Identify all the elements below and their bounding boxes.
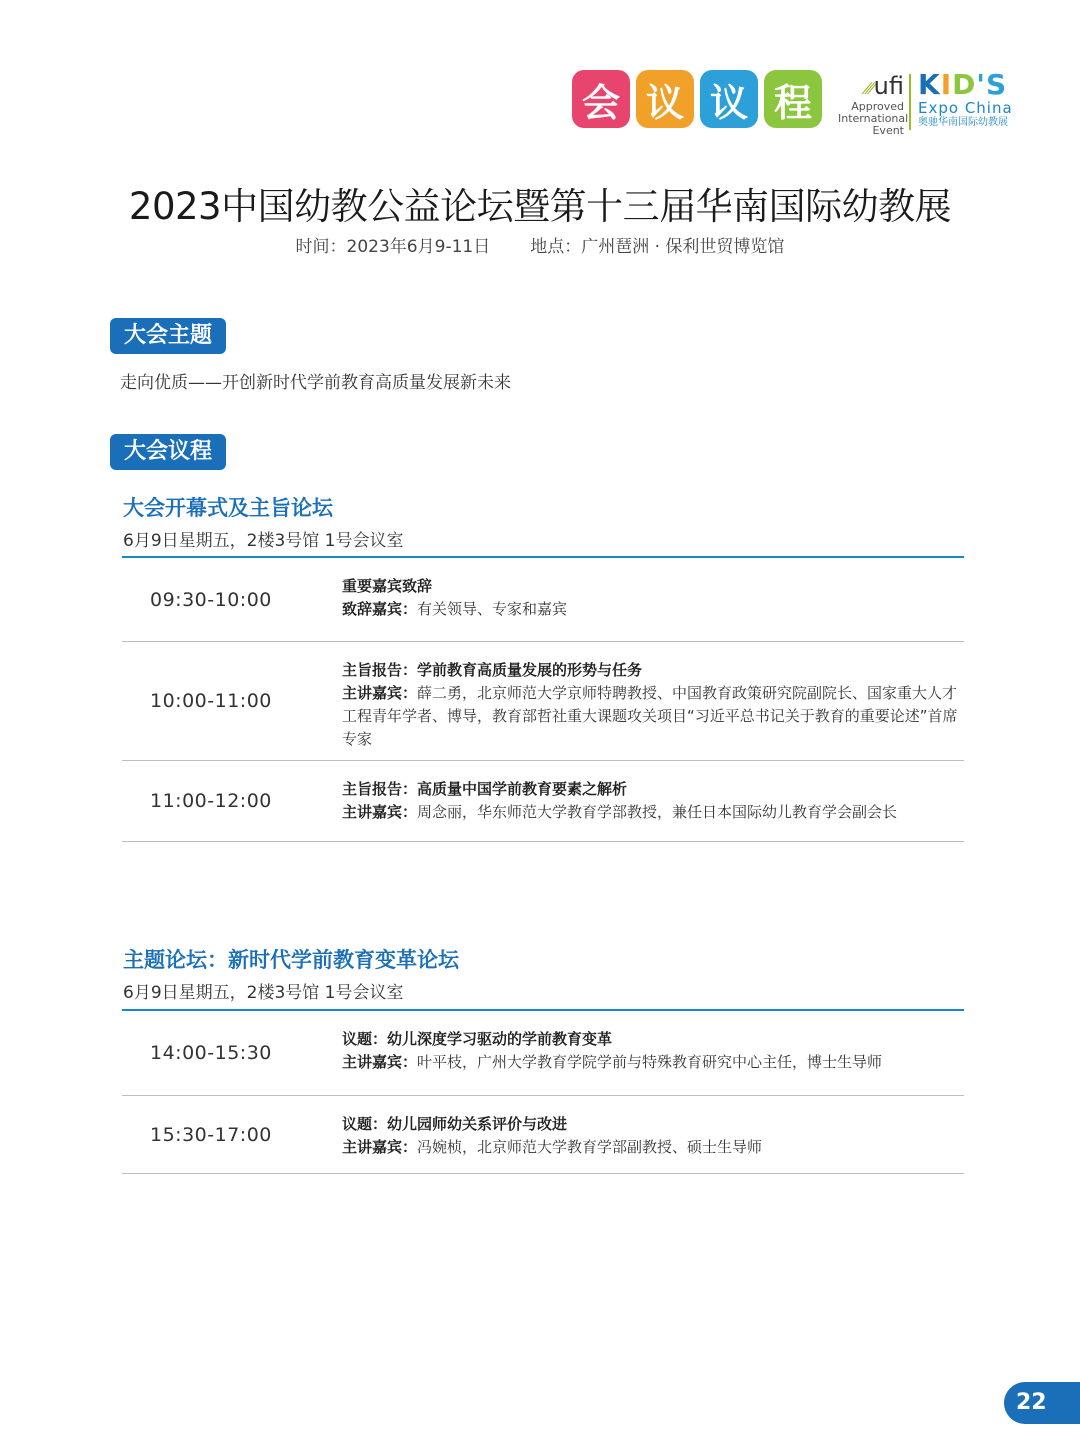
row-topic: 议题：幼儿深度学习驱动的学前教育变革 bbox=[342, 1030, 613, 1048]
row-content bbox=[342, 558, 964, 641]
row-speaker: 主讲嘉宾：薛二勇，北京师范大学京师特聘教授、中国教育政策研究院副院长、国家重大人才工程青年学者、博导，教育部哲社重大课题攻关项目“习近平总书记关于教育的重要论述”首席专家 bbox=[342, 684, 958, 748]
table-row bbox=[122, 761, 964, 842]
ufi-line1: Approved bbox=[851, 100, 904, 113]
event-meta bbox=[0, 232, 1080, 257]
table-row bbox=[122, 1011, 964, 1096]
agenda-badges bbox=[572, 70, 822, 128]
table-row bbox=[122, 1096, 964, 1174]
agenda-table-opening bbox=[122, 556, 964, 842]
row-speaker: 主讲嘉宾：冯婉桢，北京师范大学教育学部副教授、硕士生导师 bbox=[342, 1138, 763, 1156]
kids-letter-s: 'S bbox=[976, 68, 1008, 101]
badge-cheng: 程 bbox=[764, 70, 822, 128]
row-topic: 主旨报告：学前教育高质量发展的形势与任务 bbox=[342, 661, 643, 679]
row-topic: 议题：幼儿园师幼关系评价与改进 bbox=[342, 1115, 568, 1133]
theme-tag: 大会主题 bbox=[110, 318, 226, 354]
ufi-mark: ufi bbox=[873, 72, 904, 100]
agenda-tag: 大会议程 bbox=[110, 434, 226, 470]
page-number: 22 bbox=[1004, 1382, 1080, 1424]
kids-letter-k: K bbox=[918, 68, 941, 101]
row-time: 15:30-17:00 bbox=[150, 1123, 272, 1146]
row-speaker: 致辞嘉宾：有关领导、专家和嘉宾 bbox=[342, 600, 568, 618]
table-row bbox=[122, 558, 964, 642]
row-time: 10:00-11:00 bbox=[150, 690, 272, 712]
row-speaker: 主讲嘉宾：叶平枝，广州大学教育学院学前与特殊教育研究中心主任，博士生导师 bbox=[342, 1053, 883, 1071]
kids-letter-i: I bbox=[940, 68, 953, 101]
row-topic: 主旨报告：高质量中国学前教育要素之解析 bbox=[342, 780, 628, 798]
theme-text: 走向优质——开创新时代学前教育高质量发展新未来 bbox=[120, 373, 511, 393]
kids-letter-d: D bbox=[952, 68, 977, 101]
ufi-line3: Event bbox=[872, 124, 904, 137]
kids-cn-text: 奥驰华南国际幼教展 bbox=[918, 117, 1008, 128]
kids-expo-logo bbox=[918, 70, 1018, 130]
page-title: 2023中国幼教公益论坛暨第十三届华南国际幼教展 bbox=[128, 185, 952, 228]
ufi-swoosh-icon: ⁄⁄⁄ bbox=[865, 79, 874, 98]
row-content bbox=[342, 761, 964, 841]
ufi-logo bbox=[838, 72, 909, 137]
row-time: 11:00-12:00 bbox=[150, 790, 272, 812]
row-content bbox=[342, 642, 964, 760]
logo-divider bbox=[909, 74, 911, 130]
row-content bbox=[342, 1096, 964, 1173]
event-place: 地点：广州琶洲 · 保利世贸博览馆 bbox=[530, 237, 785, 257]
ufi-line2: International bbox=[838, 112, 909, 125]
badge-hui: 会 bbox=[572, 70, 630, 128]
row-time: 09:30-10:00 bbox=[150, 588, 272, 611]
row-topic: 重要嘉宾致辞 bbox=[342, 577, 433, 595]
kids-expo-text: Expo China bbox=[918, 99, 1013, 117]
section-title-opening: 大会开幕式及主旨论坛 bbox=[123, 496, 333, 520]
section-title-forum: 主题论坛：新时代学前教育变革论坛 bbox=[123, 948, 459, 972]
row-time: 14:00-15:30 bbox=[150, 1042, 272, 1064]
row-content bbox=[342, 1011, 964, 1095]
section-sub-opening: 6月9日星期五，2楼3号馆 1号会议室 bbox=[123, 531, 404, 551]
row-speaker: 主讲嘉宾：周念丽，华东师范大学教育学部教授，兼任日本国际幼儿教育学会副会长 bbox=[342, 803, 898, 821]
event-time: 时间：2023年6月9-11日 bbox=[295, 237, 491, 257]
badge-yi-1: 议 bbox=[636, 70, 694, 128]
agenda-table-forum bbox=[122, 1009, 964, 1174]
section-sub-forum: 6月9日星期五，2楼3号馆 1号会议室 bbox=[123, 983, 404, 1003]
badge-yi-2: 议 bbox=[700, 70, 758, 128]
table-row bbox=[122, 642, 964, 761]
